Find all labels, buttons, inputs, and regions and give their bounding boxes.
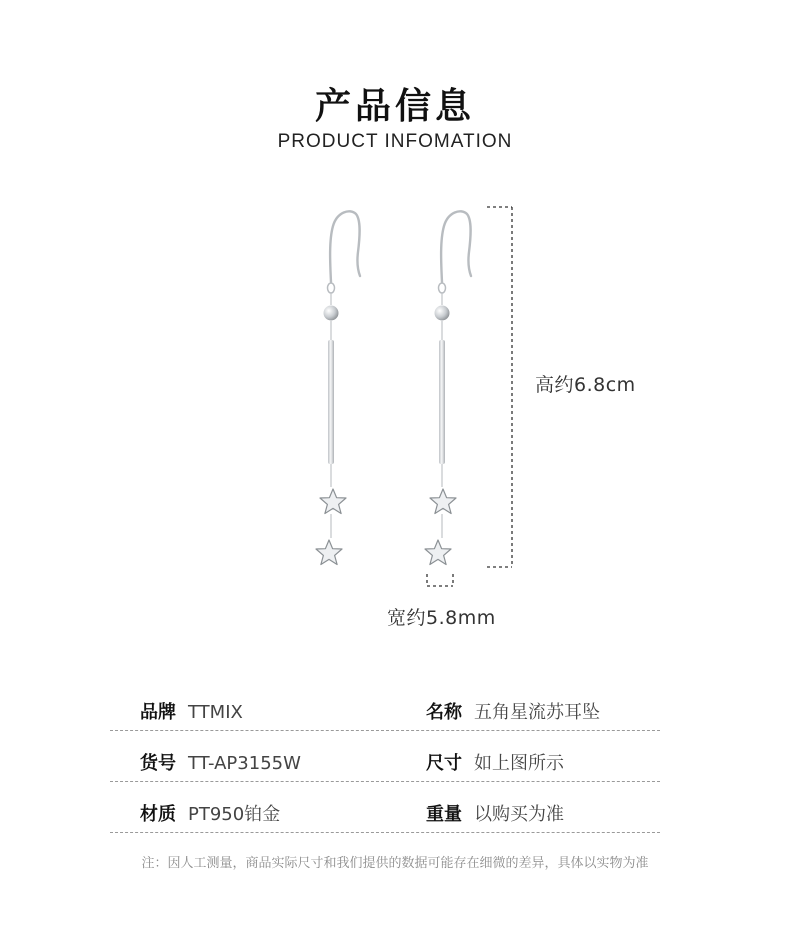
measurement-note: 注：因人工测量，商品实际尺寸和我们提供的数据可能存在细微的差异，具体以实物为准 (141, 856, 649, 871)
spec-brand-label: 品牌 (140, 702, 176, 723)
spec-weight (426, 800, 564, 826)
silver-bead (435, 306, 450, 321)
spec-material-label: 材质 (140, 804, 176, 825)
left-earring (316, 211, 360, 564)
silver-bar (328, 340, 334, 464)
ear-hook (330, 211, 360, 282)
spec-brand (140, 698, 243, 724)
page-title: 产品信息 (314, 86, 475, 127)
jump-ring (439, 283, 446, 293)
right-earring (425, 211, 471, 564)
star-charm (320, 489, 346, 514)
ear-hook (441, 211, 471, 282)
spec-material (140, 800, 280, 826)
height-measure-bracket (487, 207, 512, 567)
star-charm (425, 540, 451, 565)
spec-size-label: 尺寸 (426, 753, 462, 774)
star-charm (316, 540, 342, 565)
silver-bar (439, 340, 445, 464)
spec-sku-value: TT-AP3155W (188, 753, 301, 774)
spec-brand-value: TTMIX (188, 702, 243, 723)
spec-sku (140, 749, 301, 775)
spec-row (110, 782, 660, 833)
width-measure-bracket (427, 574, 453, 586)
jump-ring (328, 283, 335, 293)
spec-name (426, 698, 600, 724)
spec-name-value: 五角星流苏耳坠 (474, 702, 600, 723)
star-charm (430, 489, 456, 514)
spec-weight-label: 重量 (426, 804, 462, 825)
width-label: 宽约5.8mm (387, 607, 496, 629)
page-subtitle: PRODUCT INFOMATION (277, 131, 513, 152)
silver-bead (324, 306, 339, 321)
spec-size-value: 如上图所示 (474, 753, 564, 774)
spec-weight-value: 以购买为准 (474, 804, 564, 825)
spec-name-label: 名称 (426, 702, 462, 723)
height-label: 高约6.8cm (535, 374, 636, 396)
spec-row (110, 680, 660, 731)
spec-material-value: PT950铂金 (188, 804, 281, 825)
spec-sku-label: 货号 (140, 753, 176, 774)
spec-size (426, 749, 564, 775)
spec-row (110, 731, 660, 782)
